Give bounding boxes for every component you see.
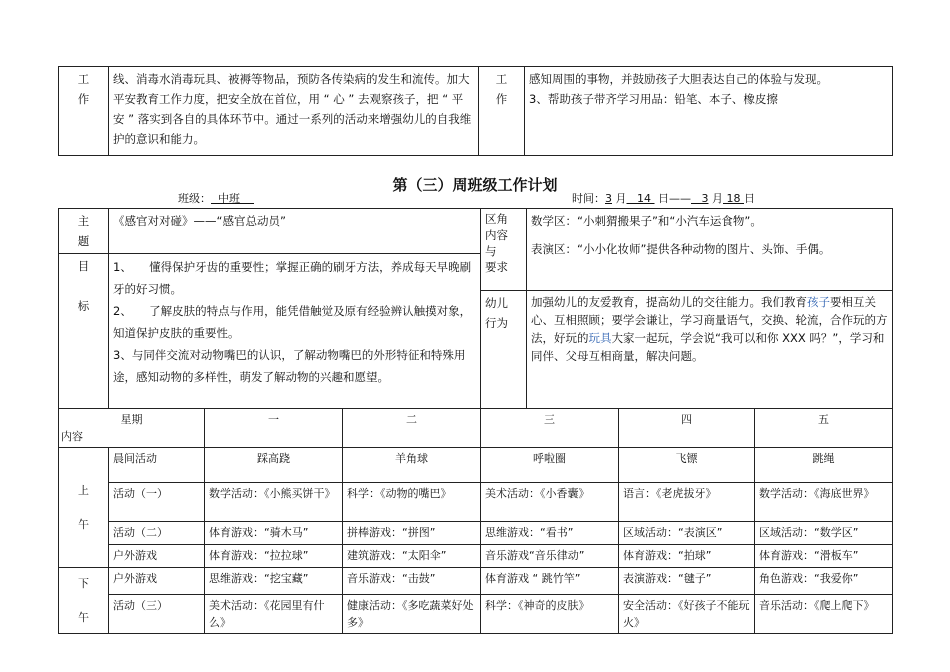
day-header-thu: 四 [619, 409, 755, 448]
behavior-label: 幼儿 行为 [481, 290, 527, 408]
table-cell: 科学：《动物的嘴巴》 [343, 483, 481, 522]
table-cell: 建筑游戏：“太阳伞” [343, 545, 481, 568]
page-title: 第（三）周班级工作计划 [392, 176, 558, 194]
class-value: 中班 [218, 192, 240, 205]
table-cell: 踩高跷 [205, 448, 343, 483]
weekday-header-label: 星期 [120, 413, 143, 426]
class-info [178, 190, 254, 206]
end-month: 3 [701, 192, 709, 205]
row-name: 活动（二） [109, 522, 205, 545]
day-header-fri: 五 [755, 409, 893, 448]
table-cell: 区域活动：“表演区” [619, 522, 755, 545]
schedule-corner [59, 409, 205, 448]
work-label-right: 工 作 [479, 67, 525, 156]
table-cell: 数学活动：《海底世界》 [755, 483, 893, 522]
work-text-left: 线、消毒水消毒玩具、被褥等物品，预防各传染病的发生和流传。加大平安教育工作力度，把安全放在首位，用 “ 心 ” 去观察孩子，把 “ 平 安 ” 落实到各自的具体环节中。通过一系列的活动来增强幼儿的自我维护的意识和能力。 [109, 67, 479, 156]
class-label: 班级： [178, 192, 211, 205]
table-cell: 体育游戏：“拍球” [619, 545, 755, 568]
work-text-right-line-1: 感知周围的事物，并鼓励孩子大胆表达自己的体验与发现。 [529, 72, 828, 86]
table-cell: 拼棒游戏：“拼图” [343, 522, 481, 545]
row-name: 户外游戏 [109, 568, 205, 595]
theme-label: 主 题 [59, 209, 109, 254]
end-day: 18 [726, 192, 741, 205]
row-name: 晨间活动 [109, 448, 205, 483]
table-cell: 体育游戏 “ 跳竹竿” [481, 568, 619, 595]
goal-item-3: 3、与同伴交流对动物嘴巴的认识，了解动物嘴巴的外形特征和特殊用途，感知动物的多样性，萌发了解动物的兴趣和愿望。 [113, 348, 466, 384]
goal-item-1: 1、 懂得保护牙齿的重要性；掌握正确的刷牙方法，养成每天早晚刷牙的好习惯。 [113, 260, 472, 296]
table-cell: 健康活动：《多吃蔬菜好处多》 [343, 595, 481, 634]
table-cell: 呼啦圈 [481, 448, 619, 483]
behavior-content [527, 290, 893, 408]
time-label: 时间： [572, 192, 605, 205]
table-cell: 音乐游戏：“击鼓” [343, 568, 481, 595]
plan-info-table [58, 208, 893, 409]
table-cell: 美术活动：《小香囊》 [481, 483, 619, 522]
table-cell: 体育游戏：“滑板车” [755, 545, 893, 568]
start-day: 14 [637, 192, 651, 205]
row-name: 活动（一） [109, 483, 205, 522]
goal-content [109, 254, 481, 409]
weekly-schedule-table [58, 408, 893, 634]
row-name: 户外游戏 [109, 545, 205, 568]
goal-label: 目 标 [59, 254, 109, 409]
work-label-left: 工 作 [59, 67, 109, 156]
table-cell: 区域活动：“数学区” [755, 522, 893, 545]
area-content [527, 209, 893, 291]
table-cell: 角色游戏：“我爱你” [755, 568, 893, 595]
table-cell: 体育游戏：“拉拉球” [205, 545, 343, 568]
behavior-highlight-children: 孩子 [807, 294, 830, 309]
morning-label: 上 午 [59, 448, 109, 568]
table-cell: 思维游戏：“挖宝藏” [205, 568, 343, 595]
day-header-mon: 一 [205, 409, 343, 448]
row-name: 活动（三） [109, 595, 205, 634]
table-cell: 音乐活动：《爬上爬下》 [755, 595, 893, 634]
area-label: 区角 内容 与 要求 [481, 209, 527, 291]
goal-item-2: 2、 了解皮肤的特点与作用，能凭借触觉及原有经验辨认触摸对象，知道保护皮肤的重要性。 [113, 304, 472, 340]
table-cell: 思维游戏：“看书” [481, 522, 619, 545]
area-item-math: 数学区：“小刺猬搬果子”和“小汽车运食物”。 [531, 214, 762, 228]
behavior-text-2: 要相互关心、互相照顾；要学会谦让，学习商量语气，交换、轮流，合作玩的方法，好玩的 [531, 294, 888, 345]
day-header-wed: 三 [481, 409, 619, 448]
work-text-right-line-2: 3、帮助孩子带齐学习用品：铅笔、本子、橡皮擦 [529, 92, 778, 106]
work-text-right [525, 67, 893, 156]
month-char-1: 月 [615, 192, 627, 205]
table-cell: 音乐游戏“音乐律动” [481, 545, 619, 568]
table-cell: 飞镖 [619, 448, 755, 483]
table-cell: 表演游戏：“毽子” [619, 568, 755, 595]
day-header-tue: 二 [343, 409, 481, 448]
area-item-perform: 表演区：“小小化妆师”提供各种动物的图片、头饰、手偶。 [531, 242, 831, 256]
table-cell: 安全活动：《好孩子不能玩火》 [619, 595, 755, 634]
behavior-highlight-toys: 玩具 [588, 330, 612, 345]
day-char-2: 日 [744, 192, 755, 205]
table-cell: 体育游戏：“骑木马” [205, 522, 343, 545]
table-cell: 羊角球 [343, 448, 481, 483]
behavior-text-3: 大家一起玩，学会说“我可以和你 XXX 吗？”，学习和同伴、父母互相商量，解决问题。 [531, 330, 885, 363]
month-char-2: 月 [712, 192, 723, 205]
theme-value: 《感官对对碰》——“感官总动员” [109, 209, 481, 254]
table-cell: 数学活动：《小熊买饼干》 [205, 483, 343, 522]
table-cell: 科学：《神奇的皮肤》 [481, 595, 619, 634]
table-cell: 跳绳 [755, 448, 893, 483]
behavior-text-1: 加强幼儿的友爱教育，提高幼儿的交往能力。我们教育 [531, 294, 807, 309]
start-month: 3 [605, 192, 612, 205]
previous-plan-table [58, 66, 893, 156]
afternoon-label: 下 午 [59, 568, 109, 634]
date-range [572, 190, 755, 206]
content-header-label: 内容 [61, 430, 83, 443]
day-char-1: 日—— [658, 192, 691, 205]
table-cell: 美术活动：《花园里有什么》 [205, 595, 343, 634]
table-cell: 语言：《老虎拔牙》 [619, 483, 755, 522]
